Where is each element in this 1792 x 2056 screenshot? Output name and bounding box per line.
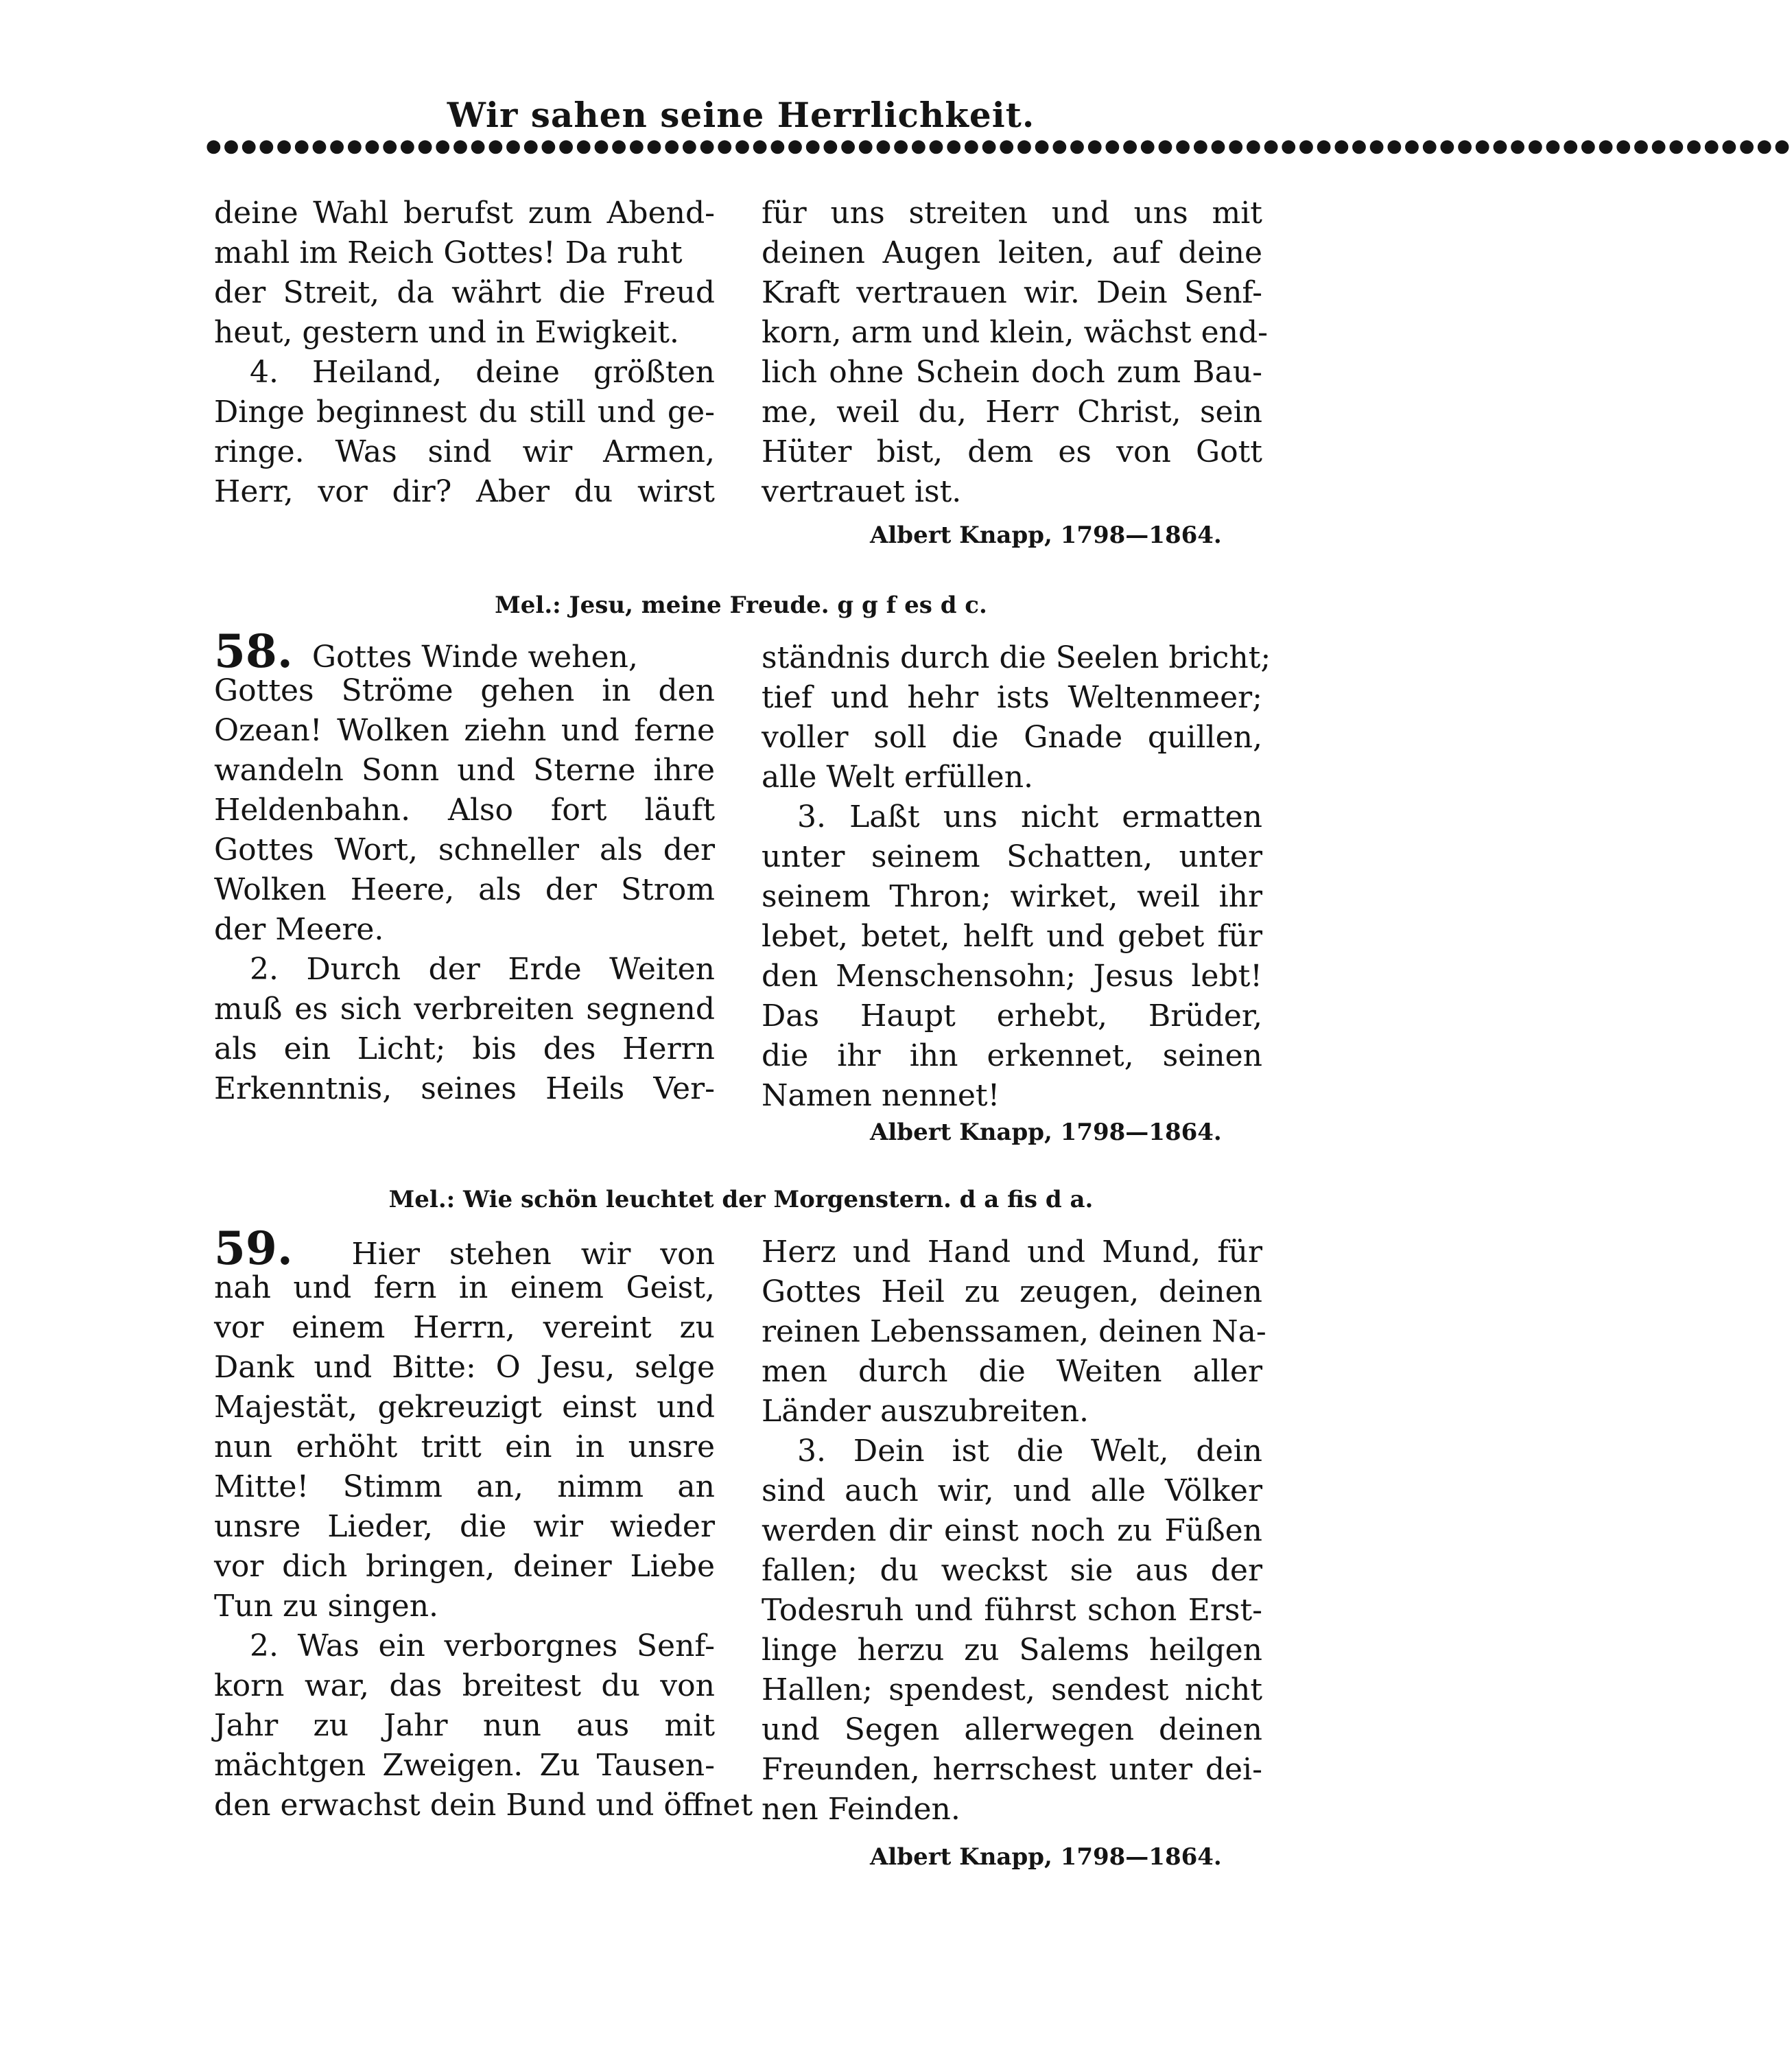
text-line: Gottes Wort, schneller als der [214,832,715,867]
text-line: Wolken Heere, als der Strom [214,872,715,907]
text-line: nun erhöht tritt ein in unsre [214,1429,715,1464]
text-line: Hüter bist, dem es von Gott [762,434,1262,469]
text-line: Gottes Winde wehen, [311,640,638,675]
hymn-58-left-column [214,624,715,1109]
text-line: und Segen allerwegen deinen [762,1712,1262,1747]
text-line: Gottes Heil zu zeugen, deinen [762,1274,1262,1309]
text-line: ringe. Was sind wir Armen, [214,434,715,469]
text-line: die ihr ihn erkennet, seinen [762,1038,1262,1073]
hymn-number: 58. [214,624,293,678]
hymn-59-left-column [214,1222,753,1825]
text-line: Jahr zu Jahr nun aus mit [214,1708,715,1743]
text-line: den Menschensohn; Jesus lebt! [762,959,1262,994]
text-line: Erkenntnis, seines Heils Ver- [214,1071,715,1106]
text-line: werden dir einst noch zu Füßen [762,1513,1262,1548]
text-line: fallen; du weckst sie aus der [762,1553,1262,1588]
hymn-number: 59. [214,1222,293,1275]
text-line: 3. Dein ist die Welt, dein [797,1434,1262,1469]
text-line: mahl im Reich Gottes! Da ruht [214,235,683,270]
text-line: Ozean! Wolken ziehn und ferne [214,713,715,748]
text-line: nen Feinden. [762,1792,960,1827]
text-line: der Meere. [214,912,384,947]
page-title: Wir sahen seine Herrlichkeit. [447,95,1035,135]
text-line: linge herzu zu Salems heilgen [762,1633,1262,1668]
text-line: lebet, betet, helft und gebet für [762,919,1262,954]
text-line: Freunden, herrschest unter dei- [762,1752,1262,1787]
text-line: me, weil du, Herr Christ, sein [762,395,1262,430]
text-line: sind auch wir, und alle Völker [762,1473,1262,1508]
hymn-59-right-column [762,1233,1266,1830]
text-line: deinen Augen leiten, auf deine [762,235,1262,270]
hymn-58-right-column [762,638,1271,1116]
text-line: Tun zu singen. [214,1589,439,1624]
text-line: Herr, vor dir? Aber du wirst [214,474,715,509]
text-line: Gottes Ströme gehen in den [214,673,715,708]
text-line: Dinge beginnest du still und ge- [214,395,715,430]
attribution: Albert Knapp, 1798—1864. [870,522,1222,549]
text-line: Mitte! Stimm an, nimm an [214,1469,715,1504]
text-line: unter seinem Schatten, unter [762,839,1262,874]
attribution: Albert Knapp, 1798—1864. [870,1843,1222,1871]
text-line: mächtgen Zweigen. Zu Tausen- [214,1748,715,1783]
text-line: tief und hehr ists Weltenmeer; [762,680,1262,715]
text-line: 2. Durch der Erde Weiten [250,952,715,987]
text-line: Heldenbahn. Also fort läuft [214,793,715,828]
text-line: heut, gestern und in Ewigkeit. [214,315,679,350]
text-line: der Streit, da währt die Freud [214,275,715,310]
text-line: Hallen; spendest, sendest nicht [762,1672,1262,1707]
top-right-column [762,194,1268,512]
text-line [214,1222,715,1275]
text-line: korn war, das breitest du von [214,1668,715,1703]
text-line: seinem Thron; wirket, weil ihr [762,879,1262,914]
text-line: Länder auszubreiten. [762,1394,1089,1429]
text-line: alle Welt erfüllen. [762,760,1034,795]
text-line [214,624,715,678]
text-line: Dank und Bitte: O Jesu, selge [214,1350,715,1385]
text-line: Namen nennet! [762,1078,1000,1113]
text-line: vertrauet ist. [762,474,962,509]
text-line: vor einem Herrn, vereint zu [214,1310,715,1345]
top-left-column [214,194,715,512]
text-line: Das Haupt erhebt, Brüder, [762,998,1262,1033]
text-line: den erwachst dein Bund und öffnet [214,1788,753,1823]
text-line: ständnis durch die Seelen bricht; [762,640,1271,675]
text-line: unsre Lieder, die wir wieder [214,1509,715,1544]
text-line: Todesruh und führst schon Erst- [762,1593,1262,1628]
text-line: muß es sich verbreiten segnend [214,992,715,1027]
text-line: nah und fern in einem Geist, [214,1270,715,1305]
text-line: für uns streiten und uns mit [762,196,1262,231]
text-line: Hier stehen wir von [351,1237,715,1272]
text-line: deine Wahl berufst zum Abend- [214,196,715,231]
text-line: wandeln Sonn und Sterne ihre [214,753,715,788]
text-line: reinen Lebenssamen, deinen Na- [762,1314,1266,1349]
text-line: Herz und Hand und Mund, für [762,1235,1262,1270]
text-line: voller soll die Gnade quillen, [762,720,1262,755]
melody-line: Mel.: Jesu, meine Freude. g g f es d c. [495,592,987,619]
text-line: 2. Was ein verborgnes Senf- [250,1628,715,1663]
text-line: Kraft vertrauen wir. Dein Senf- [762,275,1262,310]
text-line: men durch die Weiten aller [762,1354,1262,1389]
text-line: Majestät, gekreuzigt einst und [214,1390,715,1425]
text-line: lich ohne Schein doch zum Bau- [762,355,1262,390]
melody-line: Mel.: Wie schön leuchtet der Morgenstern. d a fis d a. [388,1186,1094,1213]
text-line: als ein Licht; bis des Herrn [214,1031,715,1066]
dotted-rule: ●●●●●●●●●●●●●●●●●●●●●●●●●●●●●●●●●●●●●●●●●●●●●●●●●●●●●●●●●●●●●●●●●●●●●●●●●●●●●●●●●●●●●●●●●● [206,136,1792,156]
text-line: 4. Heiland, deine größten [250,355,715,390]
text-line: vor dich bringen, deiner Liebe [214,1549,715,1584]
attribution: Albert Knapp, 1798—1864. [870,1119,1222,1146]
text-line: 3. Laßt uns nicht ermatten [797,799,1262,834]
text-line: korn, arm und klein, wächst end- [762,315,1268,350]
